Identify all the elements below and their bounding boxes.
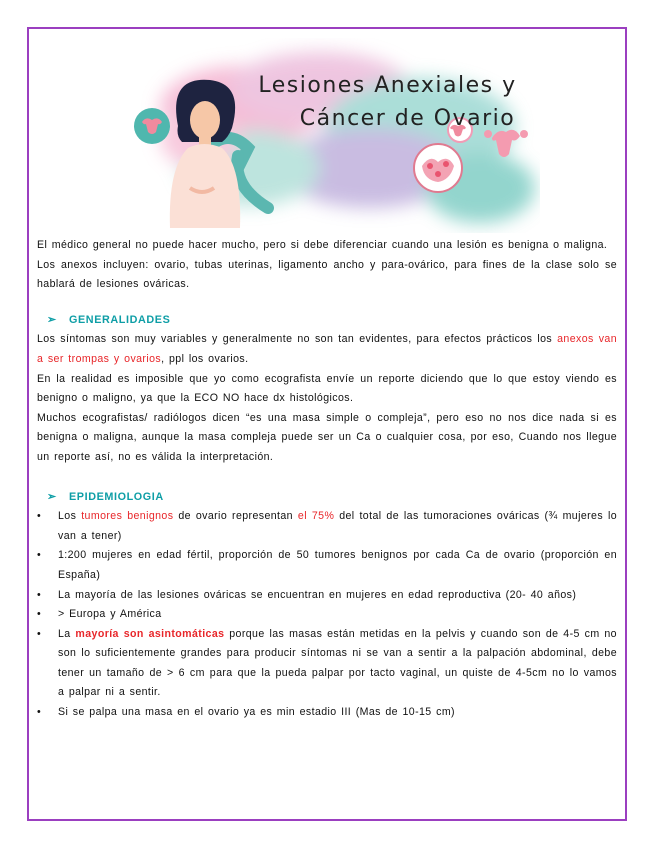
bullet-icon: • [37,706,42,719]
bullet-icon: • [37,588,42,601]
epidemiologia-list [37,507,617,723]
intro-paragraph-1: El médico general no puede hacer mucho, pero si debe diferenciar cuando una lesión es benigna o maligna. [37,239,608,251]
section-heading-generalidades [37,311,617,331]
section-heading-epidemiologia [37,488,617,508]
generalidades-paragraph-2: En la realidad es imposible que yo como ecografista envíe un reporte diciendo que lo que estoy viendo es benigno o maligno, ya que la ECO NO hace dx histológicos. [37,372,617,405]
heading-text: EPIDEMIOLOGIA [69,490,164,503]
highlight-text: el 75% [297,510,335,523]
list-item: • La mayoría son asintomáticas porque las masas están metidas en la pelvis y cuando son de 4-5 cm no son lo suficientemente grandes para producir síntomas ni se van a sentir a la palpación abdominal, debe tener un tamaño de > 6 cm para que la pueda palpar por tacto vaginal, un quiste de 4-5cm no lo vamos a palpar ni a sentir. [37,625,617,703]
banner-illustration [120,38,540,233]
bullet-icon: • [37,510,42,523]
document-body [37,236,617,723]
bullet-icon: • [37,627,42,640]
page-title-line2: Cáncer de Ovario [299,106,516,131]
list-item: • > Europa y América [37,605,617,625]
bullet-icon: • [37,608,42,621]
list-item: • Los tumores benignos de ovario representan el 75% del total de las tumoraciones ováricas (¾ mujeres lo van a tener) [37,507,617,546]
highlight-text-bold: mayoría son asintomáticas [75,627,225,640]
highlight-text: tumores benignos [81,510,174,523]
list-item: • La mayoría de las lesiones ováricas se encuentran en mujeres en edad reproductiva (20- 40 años) [37,586,617,606]
list-item: • 1:200 mujeres en edad fértil, proporción de 50 tumores benignos por cada Ca de ovario (proporción en España) [37,546,617,585]
generalidades-paragraph-3: Muchos ecografistas/ radiólogos dicen “es una masa simple o compleja”, pero eso no nos dice nada si es benigna o maligna, aunque la masa compleja puede ser un Ca o cualquier cosa, por eso, Cuando nos llegue un reporte así, no es válida la interpretación. [37,411,617,463]
generalidades-paragraph-1: Los síntomas son muy variables y generalmente no son tan evidentes, para efectos prácticos los anexos van a ser trompas y ovarios, ppl los ovarios. [37,333,618,365]
intro-paragraph-2: Los anexos incluyen: ovario, tubas uterinas, ligamento ancho y para-ovárico, para fines de la clase solo se hablará de lesiones ováricas. [37,258,617,291]
ovary-magnifier-icon [414,144,462,192]
arrow-bullet-icon: ➢ [47,313,57,326]
arrow-bullet-icon: ➢ [47,490,57,503]
bullet-icon: • [37,549,42,562]
highlight-text: anexos van a ser trompas y ovarios [37,333,618,365]
list-item: • Si se palpa una masa en el ovario ya es min estadio III (Mas de 10-15 cm) [37,703,617,723]
heading-text: GENERALIDADES [69,313,171,326]
page-title-line1: Lesiones Anexiales y [258,73,517,98]
